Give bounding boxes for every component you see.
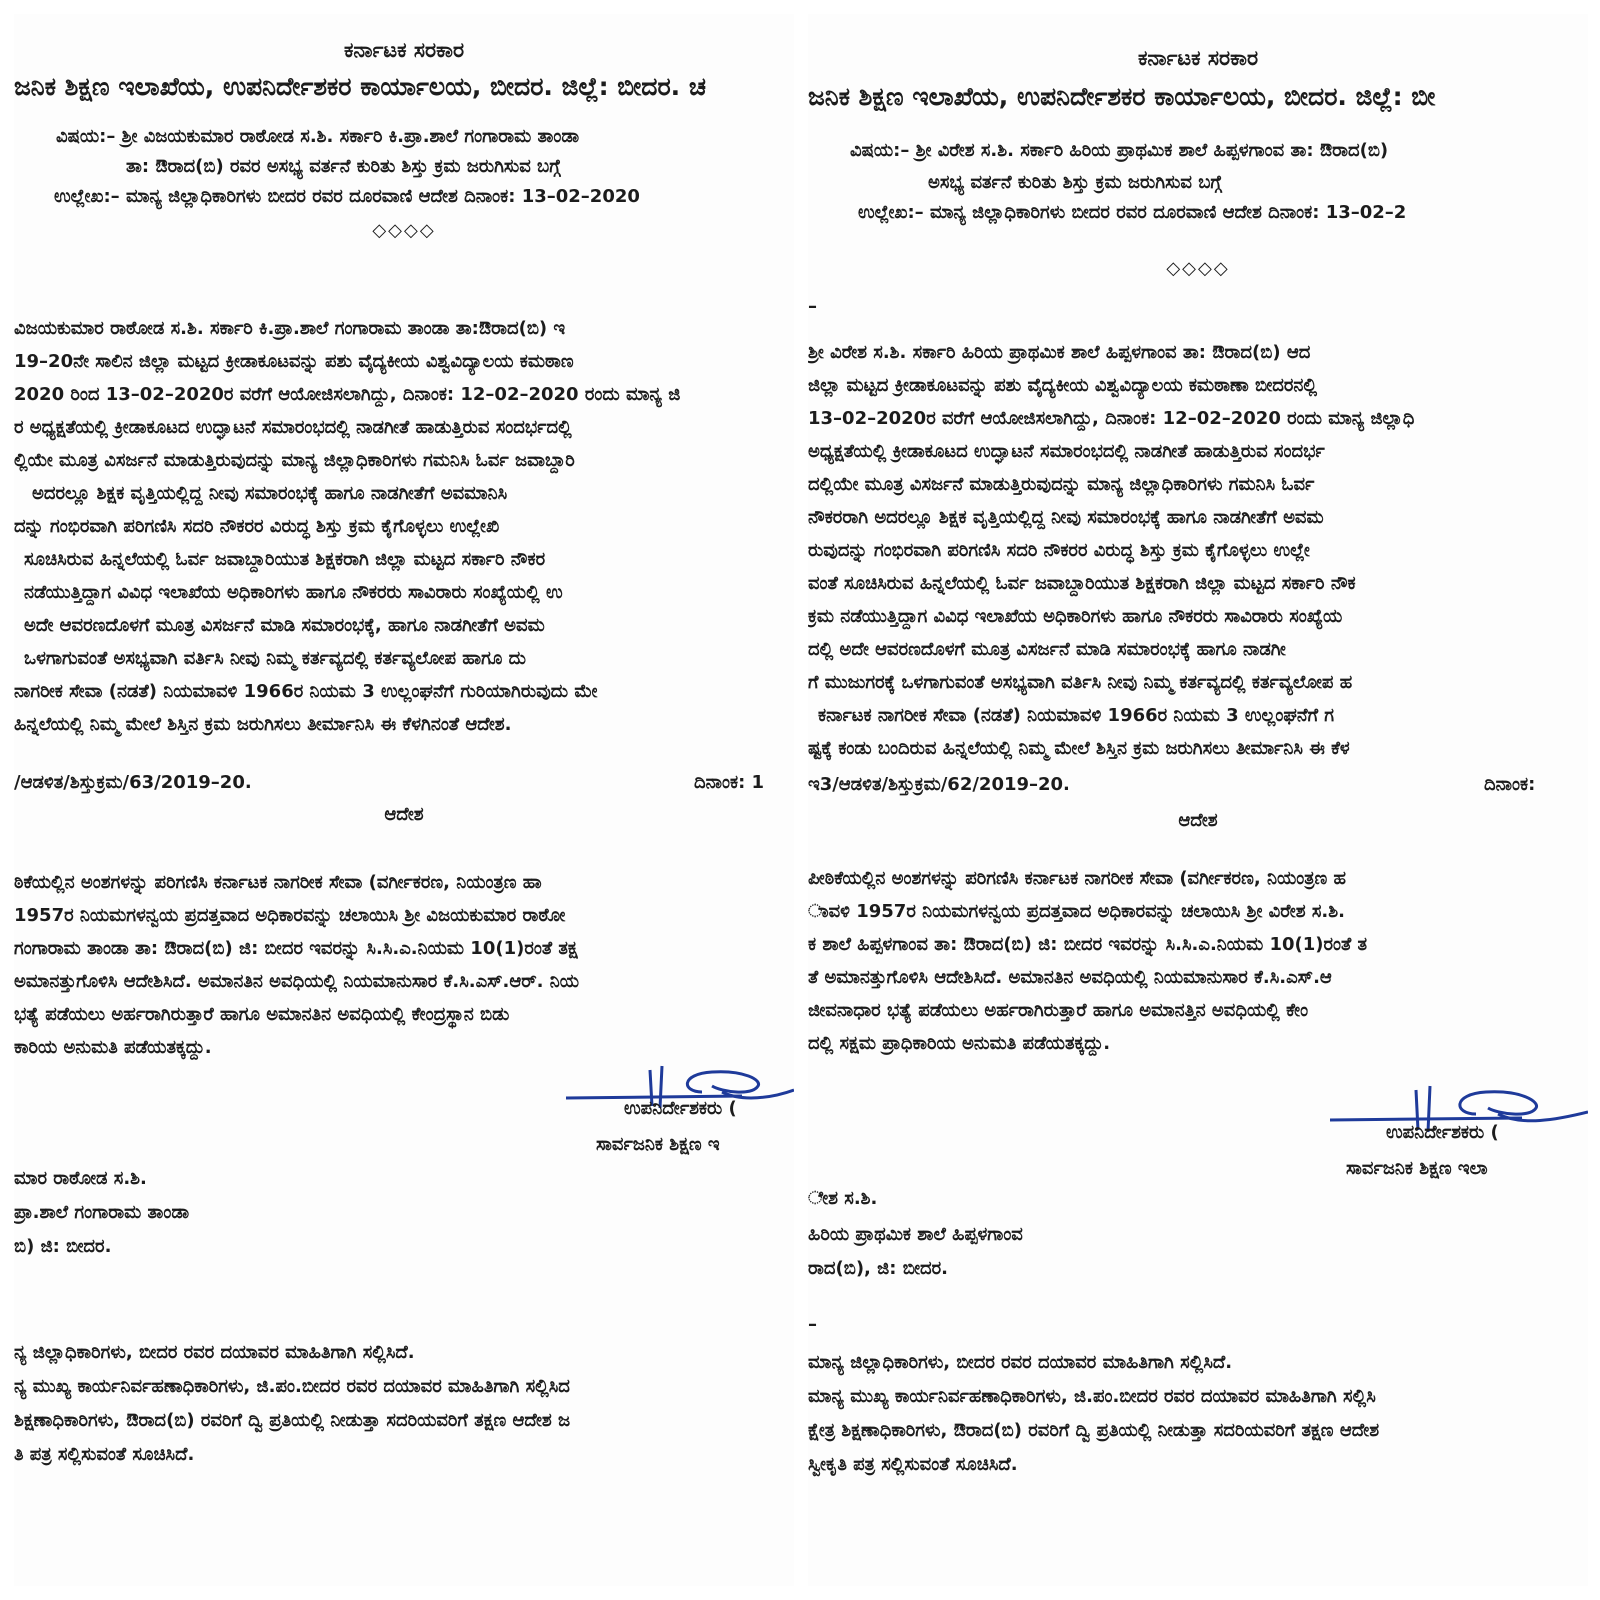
copy-line: ಮಾನ್ಯ ಜಿಲ್ಲಾಧಿಕಾರಿಗಳು, ಬೀದರ ರವರ ದಯಾವರ ಮಾಹಿತಿಗಾಗಿ ಸಲ್ಲಿಸಿದೆ. (808, 1352, 1233, 1373)
body-line: ರುವುದನ್ನು ಗಂಭಿರವಾಗಿ ಪರಿಗಣಿಸಿ ಸದರಿ ನೌಕರರ ವಿರುದ್ಧ ಶಿಸ್ತು ಕ್ರಮ ಕೈಗೊಳ್ಳಲು ಉಲ್ಲೇ (808, 540, 1310, 561)
body-line: ಒಳಗಾಗುವಂತೆ ಅಸಭ್ಯವಾಗಿ ವರ್ತಿಸಿ ನೀವು ನಿಮ್ಮ ಕರ್ತವ್ಯದಲ್ಲಿ ಕರ್ತವ್ಯಲೋಪ ಹಾಗೂ ದು (24, 648, 526, 669)
order-line: ತೆ ಅಮಾನತ್ತುಗೊಳಿಸಿ ಆದೇಶಿಸಿದೆ. ಅಮಾನತಿನ ಅವಧಿಯಲ್ಲಿ ನಿಯಮಾನುಸಾರ ಕೆ.ಸಿ.ಎಸ್.ಆ (808, 967, 1332, 988)
body-line: ಅದರಲ್ಲೂ ಶಿಕ್ಷಕ ವೃತ್ತಿಯಲ್ಲಿದ್ದ ನೀವು ಸಮಾರಂಭಕ್ಕೆ ಹಾಗೂ ನಾಡಗೀತೆಗೆ ಅವಮಾನಿಸಿ (32, 483, 508, 504)
body-line: 13–02–2020ರ ವರೆಗೆ ಆಯೋಜಿಸಲಾಗಿದ್ದು, ದಿನಾಂಕ: 12–02–2020 ರಂದು ಮಾನ್ಯ ಜಿಲ್ಲಾಧಿ (808, 408, 1415, 429)
reference-line: ಉಲ್ಲೇಖ:– ಮಾನ್ಯ ಜಿಲ್ಲಾಧಿಕಾರಿಗಳು ಬೀದರ ರವರ ದೂರವಾಣಿ ಆದೇಶ ದಿನಾಂಕ: 13–02–2020 (54, 186, 640, 207)
department-heading: ಜನಿಕ ಶಿಕ್ಷಣ ಇಲಾಖೆಯ, ಉಪನಿರ್ದೇಶಕರ ಕಾರ್ಯಾಲಯ, ಬೀದರ. ಜಿಲ್ಲೆ: ಬೀದರ. ಚ (14, 72, 706, 101)
order-line: 1957ರ ನಿಯಮಗಳನ್ವಯ ಪ್ರದತ್ತವಾದ ಅಧಿಕಾರವನ್ನು ಚಲಾಯಿಸಿ ಶ್ರೀ ವಿಜಯಕುಮಾರ ರಾಠೋ (14, 905, 566, 926)
body-line: ನೌಕರರಾಗಿ ಅದರಲ್ಲೂ ಶಿಕ್ಷಕ ವೃತ್ತಿಯಲ್ಲಿದ್ದ ನೀವು ಸಮಾರಂಭಕ್ಕೆ ಹಾಗೂ ನಾಡಗೀತೆಗೆ ಅವಮ (808, 507, 1324, 528)
body-line: 19–20ನೇ ಸಾಲಿನ ಜಿಲ್ಲಾ ಮಟ್ಟದ ಕ್ರೀಡಾಕೂಟವನ್ನು ಪಶು ವೈದ್ಯಕೀಯ ವಿಶ್ವವಿದ್ಯಾಲಯ ಕಮಠಾಣ (14, 351, 574, 372)
govt-heading: ಕರ್ನಾಟಕ ಸರಕಾರ (1137, 46, 1259, 70)
body-line: ವಂತೆ ಸೂಚಿಸಿರುವ ಹಿನ್ನಲೆಯಲ್ಲಿ ಓರ್ವ ಜವಾಬ್ದಾರಿಯುತ ಶಿಕ್ಷಕರಾಗಿ ಜಿಲ್ಲಾ ಮಟ್ಟದ ಸರ್ಕಾರಿ ನೌಕ (808, 573, 1356, 594)
body-line: ಜಿಲ್ಲಾ ಮಟ್ಟದ ಕ್ರೀಡಾಕೂಟವನ್ನು ಪಶು ವೈದ್ಯಕೀಯ ವಿಶ್ವವಿದ್ಯಾಲಯ ಕಮಠಾಣಾ ಬೀದರನಲ್ಲಿ (808, 375, 1318, 396)
addressee-line: ೇಶ ಸ.ಶಿ. (808, 1188, 878, 1209)
subject-line-2: ತಾ: ಔರಾದ(ಬಿ) ರವರ ಅಸಭ್ಯ ವರ್ತನೆ ಕುರಿತು ಶಿಸ್ತು ಕ್ರಮ ಜರುಗಿಸುವ ಬಗ್ಗೆ (126, 156, 561, 177)
signatory-title: ಉಪನಿರ್ದೇಶಕರು ( (1386, 1122, 1499, 1143)
right-letter-page (808, 14, 1588, 1586)
body-line: 2020 ರಿಂದ 13–02–2020ರ ವರೆಗೆ ಆಯೋಜಿಸಲಾಗಿದ್ದು, ದಿನಾಂಕ: 12–02–2020 ರಂದು ಮಾನ್ಯ ಜಿ (14, 384, 681, 405)
body-line: ದಲ್ಲಿ ಅದೇ ಆವರಣದೊಳಗೆ ಮೂತ್ರ ವಿಸರ್ಜನೆ ಮಾಡಿ ಸಮಾರಂಭಕ್ಕೆ ಹಾಗೂ ನಾಡಗೀ (808, 639, 1286, 660)
order-line: ಾವಳಿ 1957ರ ನಿಯಮಗಳನ್ವಯ ಪ್ರದತ್ತವಾದ ಅಧಿಕಾರವನ್ನು ಚಲಾಯಿಸಿ ಶ್ರೀ ವಿರೇಶ ಸ.ಶಿ. (808, 901, 1345, 922)
separator: ◇◇◇◇ (1166, 258, 1230, 279)
body-line: ದಲ್ಲಿಯೇ ಮೂತ್ರ ವಿಸರ್ಜನೆ ಮಾಡುತ್ತಿರುವುದನ್ನು ಮಾನ್ಯ ಜಿಲ್ಲಾಧಿಕಾರಿಗಳು ಗಮನಿಸಿ ಓರ್ವ (808, 474, 1315, 495)
signatory-department: ಸಾರ್ವಜನಿಕ ಶಿಕ್ಷಣ ಇ (596, 1134, 720, 1155)
subject-line-1: ವಿಷಯ:– ಶ್ರೀ ವಿಜಯಕುಮಾರ ರಾಠೋಡ ಸ.ಶಿ. ಸರ್ಕಾರಿ ಕಿ.ಪ್ರಾ.ಶಾಲೆ ಗಂಗಾರಾಮ ತಾಂಡಾ (56, 126, 580, 147)
order-title: ಆದೇಶ (1178, 810, 1218, 831)
body-line: ವಿಜಯಕುಮಾರ ರಾಠೋಡ ಸ.ಶಿ. ಸರ್ಕಾರಿ ಕಿ.ಪ್ರಾ.ಶಾಲೆ ಗಂಗಾರಾಮ ತಾಂಡಾ ತಾ:ಔರಾದ(ಬಿ) ಇ (14, 318, 566, 339)
body-line: ನಡೆಯುತ್ತಿದ್ದಾಗ ವಿವಿಧ ಇಲಾಖೆಯ ಅಧಿಕಾರಿಗಳು ಹಾಗೂ ನೌಕರರು ಸಾವಿರಾರು ಸಂಖ್ಯೆಯಲ್ಲಿ ಉ (24, 582, 563, 603)
body-line: ಶ್ರೀ ವಿರೇಶ ಸ.ಶಿ. ಸರ್ಕಾರಿ ಹಿರಿಯ ಪ್ರಾಥಮಿಕ ಶಾಲೆ ಹಿಪ್ಪಳಗಾಂವ ತಾ: ಔರಾದ(ಬಿ) ಆದ (808, 342, 1311, 363)
subject-line-2: ಅಸಭ್ಯ ವರ್ತನೆ ಕುರಿತು ಶಿಸ್ತು ಕ್ರಮ ಜರುಗಿಸುವ ಬಗ್ಗೆ (928, 172, 1222, 193)
copy-line: ಸ್ವೀಕೃತಿ ಪತ್ರ ಸಲ್ಲಿಸುವಂತೆ ಸೂಚಿಸಿದೆ. (808, 1454, 1018, 1475)
addressee-line: ರಾದ(ಬಿ), ಜಿ: ಬೀದರ. (808, 1258, 948, 1279)
copy-line: ತಿ ಪತ್ರ ಸಲ್ಲಿಸುವಂತೆ ಸೂಚಿಸಿದೆ. (14, 1444, 195, 1465)
order-date: ದಿನಾಂಕ: 1 (694, 772, 765, 793)
body-line: ಸೂಚಿಸಿರುವ ಹಿನ್ನಲೆಯಲ್ಲಿ ಓರ್ವ ಜವಾಬ್ದಾರಿಯುತ ಶಿಕ್ಷಕರಾಗಿ ಜಿಲ್ಲಾ ಮಟ್ಟದ ಸರ್ಕಾರಿ ನೌಕರ (24, 549, 546, 570)
order-line: ಠಿಕೆಯಲ್ಲಿನ ಅಂಶಗಳನ್ನು ಪರಿಗಣಿಸಿ ಕರ್ನಾಟಕ ನಾಗರೀಕ ಸೇವಾ (ವರ್ಗೀಕರಣ, ನಿಯಂತ್ರಣ ಹಾ (14, 872, 542, 893)
body-line: ಅಧ್ಯಕ್ಷತೆಯಲ್ಲಿ ಕ್ರೀಡಾಕೂಟದ ಉದ್ಘಾಟನೆ ಸಮಾರಂಭದಲ್ಲಿ ನಾಡಗೀತೆ ಹಾಡುತ್ತಿರುವ ಸಂದರ್ಭ (808, 441, 1325, 462)
copy-line: ನ್ಯ ಮುಖ್ಯ ಕಾರ್ಯನಿರ್ವಹಣಾಧಿಕಾರಿಗಳು, ಜಿ.ಪಂ.ಬೀದರ ರವರ ದಯಾವರ ಮಾಹಿತಿಗಾಗಿ ಸಲ್ಲಿಸಿದ (14, 1376, 570, 1397)
order-number: /ಆಡಳಿತ/ಶಿಸ್ತುಕ್ರಮ/63/2019–20. (14, 772, 252, 793)
department-heading: ಜನಿಕ ಶಿಕ್ಷಣ ಇಲಾಖೆಯ, ಉಪನಿರ್ದೇಶಕರ ಕಾರ್ಯಾಲಯ, ಬೀದರ. ಜಿಲ್ಲೆ: ಬೀ (808, 82, 1436, 111)
addressee-line: ಹಿರಿಯ ಪ್ರಾಥಮಿಕ ಶಾಲೆ ಹಿಪ್ಪಳಗಾಂವ (808, 1224, 1023, 1245)
order-line: ಕಾರಿಯ ಅನುಮತಿ ಪಡೆಯತಕ್ಕದ್ದು. (14, 1037, 212, 1058)
copy-line: ಶಿಕ್ಷಣಾಧಿಕಾರಿಗಳು, ಔರಾದ(ಬಿ) ರವರಿಗೆ ದ್ವಿ ಪ್ರತಿಯಲ್ಲಿ ನೀಡುತ್ತಾ ಸದರಿಯವರಿಗೆ ತಕ್ಷಣ ಆದೇಶ ಜ (14, 1410, 571, 1431)
order-date: ದಿನಾಂಕ: (1484, 774, 1536, 795)
body-line: ಷ್ಟಕ್ಕೆ ಕಂಡು ಬಂದಿರುವ ಹಿನ್ನಲೆಯಲ್ಲಿ ನಿಮ್ಮ ಮೇಲೆ ಶಿಸ್ತಿನ ಕ್ರಮ ಜರುಗಿಸಲು ತೀರ್ಮಾನಿಸಿ ಈ ಕೆಳ (808, 738, 1350, 759)
body-line: ಅದೇ ಆವರಣದೊಳಗೆ ಮೂತ್ರ ವಿಸರ್ಜನೆ ಮಾಡಿ ಸಮಾರಂಭಕ್ಕೆ, ಹಾಗೂ ನಾಡಗೀತೆಗೆ ಅವಮ (24, 615, 545, 636)
copy-line: ನ್ಯ ಜಿಲ್ಲಾಧಿಕಾರಿಗಳು, ಬೀದರ ರವರ ದಯಾವರ ಮಾಹಿತಿಗಾಗಿ ಸಲ್ಲಿಸಿದೆ. (14, 1342, 415, 1363)
order-line: ದಲ್ಲಿ ಸಕ್ಷಮ ಪ್ರಾಧಿಕಾರಿಯ ಅನುಮತಿ ಪಡೆಯತಕ್ಕದ್ದು. (808, 1033, 1111, 1054)
body-line: ದನ್ನು ಗಂಭಿರವಾಗಿ ಪರಿಗಣಿಸಿ ಸದರಿ ನೌಕರರ ವಿರುದ್ಧ ಶಿಸ್ತು ಕ್ರಮ ಕೈಗೊಳ್ಳಲು ಉಲ್ಲೇಖಿ (14, 516, 500, 537)
order-line: ಕ ಶಾಲೆ ಹಿಪ್ಪಳಗಾಂವ ತಾ: ಔರಾದ(ಬಿ) ಜಿ: ಬೀದರ ಇವರನ್ನು ಸಿ.ಸಿ.ಎ.ನಿಯಮ 10(1)ರಂತೆ ತ (808, 934, 1368, 955)
body-line: ರ ಅಧ್ಯಕ್ಷತೆಯಲ್ಲಿ ಕ್ರೀಡಾಕೂಟದ ಉದ್ಘಾಟನೆ ಸಮಾರಂಭದಲ್ಲಿ ನಾಡಗೀತೆ ಹಾಡುತ್ತಿರುವ ಸಂದರ್ಭದಲ್ಲಿ (14, 417, 572, 438)
body-line: ಕರ್ನಾಟಕ ನಾಗರೀಕ ಸೇವಾ (ನಡತೆ) ನಿಯಮಾವಳಿ 1966ರ ನಿಯಮ 3 ಉಲ್ಲಂಘನೆಗೆ ಗ (818, 705, 1335, 726)
copy-line: ಕ್ಷೇತ್ರ ಶಿಕ್ಷಣಾಧಿಕಾರಿಗಳು, ಔರಾದ(ಬಿ) ರವರಿಗೆ ದ್ವಿ ಪ್ರತಿಯಲ್ಲಿ ನೀಡುತ್ತಾ ಸದರಿಯವರಿಗೆ ತಕ್ಷಣ ಆದೇಶ (808, 1420, 1380, 1441)
body-line: ಗೆ ಮುಜುಗರಕ್ಕೆ ಒಳಗಾಗುವಂತೆ ಅಸಭ್ಯವಾಗಿ ವರ್ತಿಸಿ ನೀವು ನಿಮ್ಮ ಕರ್ತವ್ಯದಲ್ಲಿ ಕರ್ತವ್ಯಲೋಪ ಹ (808, 672, 1353, 693)
addressee-line: ಪ್ರಾ.ಶಾಲೆ ಗಂಗಾರಾಮ ತಾಂಡಾ (14, 1202, 190, 1223)
copy-line: ಮಾನ್ಯ ಮುಖ್ಯ ಕಾರ್ಯನಿರ್ವಹಣಾಧಿಕಾರಿಗಳು, ಜಿ.ಪಂ.ಬೀದರ ರವರ ದಯಾವರ ಮಾಹಿತಿಗಾಗಿ ಸಲ್ಲಿಸಿ (808, 1386, 1376, 1407)
addressee-line: ಮಾರ ರಾಠೋಡ ಸ.ಶಿ. (14, 1168, 147, 1189)
order-line: ಪೀಠಿಕೆಯಲ್ಲಿನ ಅಂಶಗಳನ್ನು ಪರಿಗಣಿಸಿ ಕರ್ನಾಟಕ ನಾಗರೀಕ ಸೇವಾ (ವರ್ಗೀಕರಣ, ನಿಯಂತ್ರಣ ಹ (808, 868, 1347, 889)
page-divider (796, 0, 806, 1600)
signatory-department: ಸಾರ್ವಜನಿಕ ಶಿಕ್ಷಣ ಇಲಾ (1346, 1158, 1488, 1179)
govt-heading: ಕರ್ನಾಟಕ ಸರಕಾರ (343, 38, 465, 62)
reference-line: ಉಲ್ಲೇಖ:– ಮಾನ್ಯ ಜಿಲ್ಲಾಧಿಕಾರಿಗಳು ಬೀದರ ರವರ ದೂರವಾಣಿ ಆದೇಶ ದಿನಾಂಕ: 13–02–2 (858, 202, 1407, 223)
dash-mark: – (808, 296, 817, 317)
order-title: ಆದೇಶ (384, 804, 424, 825)
addressee-line: ಬಿ) ಜಿ: ಬೀದರ. (14, 1236, 112, 1257)
order-line: ಗಂಗಾರಾಮ ತಾಂಡಾ ತಾ: ಔರಾದ(ಬಿ) ಜಿ: ಬೀದರ ಇವರನ್ನು ಸಿ.ಸಿ.ಎ.ನಿಯಮ 10(1)ರಂತೆ ತಕ್ಷ (14, 938, 578, 959)
body-line: ನಾಗರೀಕ ಸೇವಾ (ನಡತೆ) ನಿಯಮಾವಳಿ 1966ರ ನಿಯಮ 3 ಉಲ್ಲಂಘನೆಗೆ ಗುರಿಯಾಗಿರುವುದು ಮೇ (14, 681, 598, 702)
order-number: ಇ3/ಆಡಳಿತ/ಶಿಸ್ತುಕ್ರಮ/62/2019–20. (808, 774, 1070, 795)
left-letter-page (14, 14, 794, 1586)
order-line: ಭತ್ಯೆ ಪಡೆಯಲು ಅರ್ಹರಾಗಿರುತ್ತಾರೆ ಹಾಗೂ ಅಮಾನತಿನ ಅವಧಿಯಲ್ಲಿ ಕೇಂದ್ರಸ್ಥಾನ ಬಿಡು (14, 1004, 510, 1025)
subject-line-1: ವಿಷಯ:– ಶ್ರೀ ವಿರೇಶ ಸ.ಶಿ. ಸರ್ಕಾರಿ ಹಿರಿಯ ಪ್ರಾಥಮಿಕ ಶಾಲೆ ಹಿಪ್ಪಳಗಾಂವ ತಾ: ಔರಾದ(ಬಿ) (850, 140, 1389, 161)
body-line: ಕ್ರಮ ನಡೆಯುತ್ತಿದ್ದಾಗ ವಿವಿಧ ಇಲಾಖೆಯ ಅಧಿಕಾರಿಗಳು ಹಾಗೂ ನೌಕರರು ಸಾವಿರಾರು ಸಂಖ್ಯೆಯ (808, 606, 1343, 627)
signatory-title: ಉಪನಿರ್ದೇಶಕರು ( (624, 1098, 737, 1119)
dash-mark: – (808, 1314, 817, 1335)
body-line: ಹಿನ್ನಲೆಯಲ್ಲಿ ನಿಮ್ಮ ಮೇಲೆ ಶಿಸ್ತಿನ ಕ್ರಮ ಜರುಗಿಸಲು ತೀರ್ಮಾನಿಸಿ ಈ ಕೆಳಗಿನಂತೆ ಆದೇಶ. (14, 714, 512, 735)
body-line: ಲ್ಲಿಯೇ ಮೂತ್ರ ವಿಸರ್ಜನೆ ಮಾಡುತ್ತಿರುವುದನ್ನು ಮಾನ್ಯ ಜಿಲ್ಲಾಧಿಕಾರಿಗಳು ಗಮನಿಸಿ ಓರ್ವ ಜವಾಬ್ದಾರಿ (14, 450, 575, 471)
order-line: ಜೀವನಾಧಾರ ಭತ್ಯೆ ಪಡೆಯಲು ಅರ್ಹರಾಗಿರುತ್ತಾರೆ ಹಾಗೂ ಅಮಾನತ್ತಿನ ಅವಧಿಯಲ್ಲಿ ಕೇಂ (808, 1000, 1309, 1021)
order-line: ಅಮಾನತ್ತುಗೊಳಿಸಿ ಆದೇಶಿಸಿದೆ. ಅಮಾನತಿನ ಅವಧಿಯಲ್ಲಿ ನಿಯಮಾನುಸಾರ ಕೆ.ಸಿ.ಎಸ್.ಆರ್. ನಿಯ (14, 971, 580, 992)
separator: ◇◇◇◇ (372, 220, 436, 241)
